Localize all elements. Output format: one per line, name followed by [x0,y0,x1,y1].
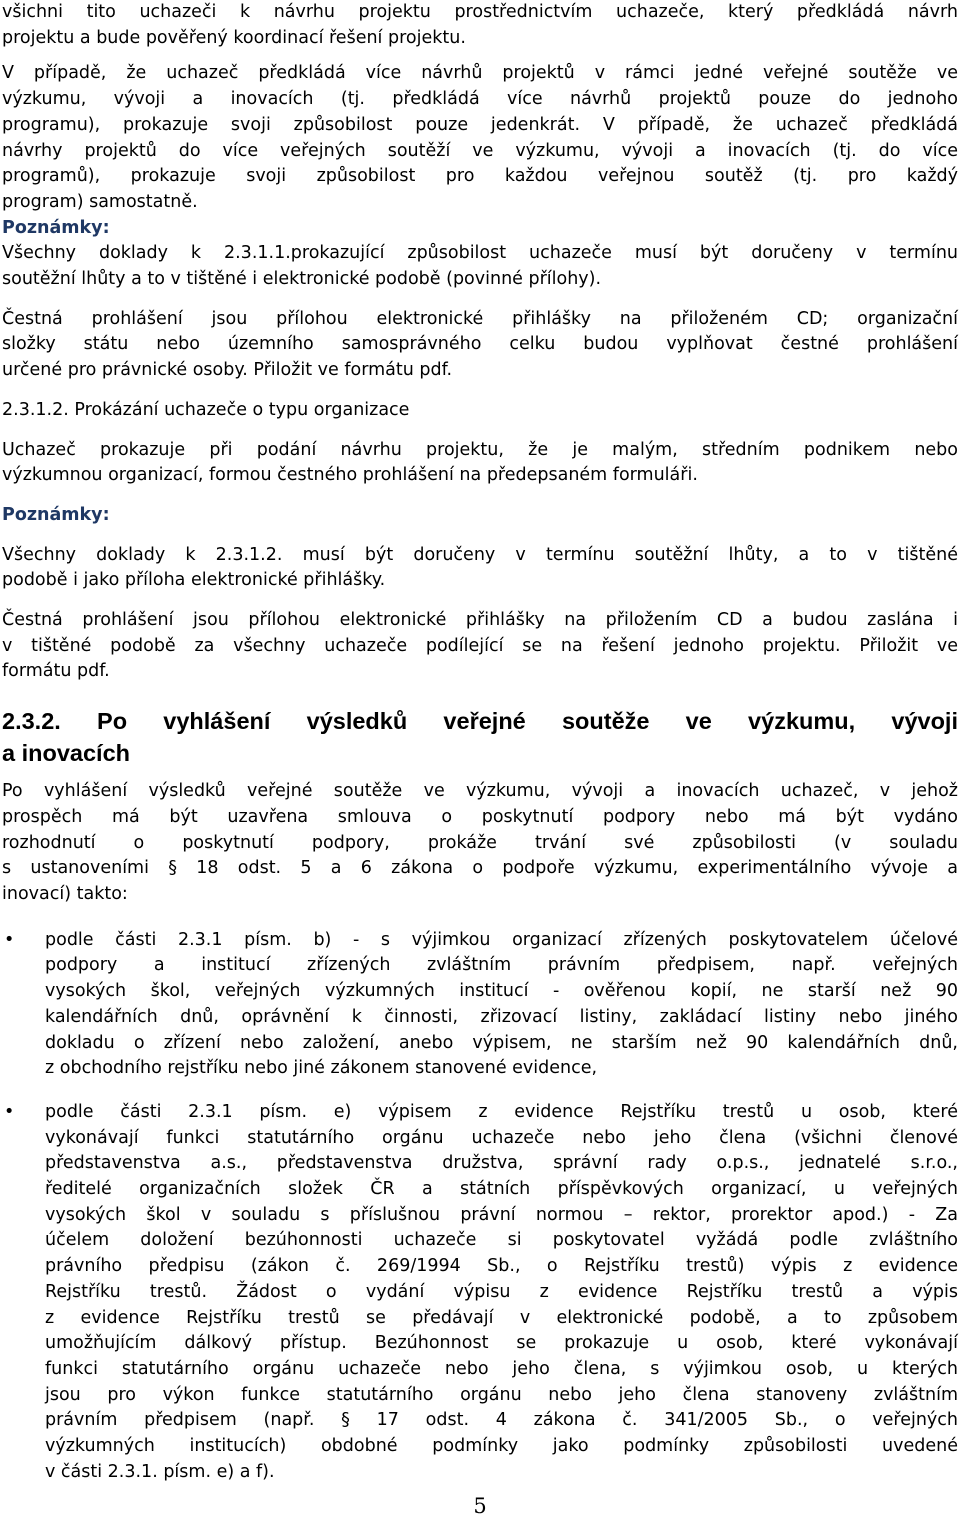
text-line: prospěch má být uzavřena smlouva o poskytnutí podpory nebo má být vydáno [2,806,958,827]
text-line: programů), prokazuje svoji způsobilost pro každou veřejnou soutěž (tj. pro každý [2,166,958,187]
text-line: s ustanoveními § 18 odst. 5 a 6 zákona o podpoře výzkumu, experimentálního vývoje a [2,858,958,879]
text-line: podle části 2.3.1 písm. e) výpisem z evidence Rejstříku trestů u osob, které [45,1101,958,1122]
text-line: umožňujícím dálkový přístup. Bezúhonnost se prokazuje u osob, které vykonávají [45,1333,958,1354]
text-line: kalendářních dnů, oprávnění k činnosti, zřizovací listiny, zakládací listiny nebo jiného [45,1006,958,1027]
text-line: Čestná prohlášení jsou přílohou elektronické přihlášky na přiloženém CD; organizační [2,308,958,329]
bullet-icon: • [4,929,15,950]
declaration-paragraph-1 [2,307,958,384]
text-line: Po vyhlášení výsledků veřejné soutěže ve výzkumu, vývoji a inovacích uchazeč, v jehož [2,781,958,802]
notes-label-2 [2,503,958,529]
heading-line: a inovacích [2,739,130,766]
notes-heading: Poznámky: [2,217,110,238]
text-line: v tištěné podobě za všechny uchazeče podílející se na řešení jednoho projektu. Přiložit ve [2,635,958,656]
text-line: funkci statutárního orgánu uchazeče nebo jeho člena, s výjimkou osob, u kterých [45,1358,958,1379]
text-line: V případě, že uchazeč předkládá více návrhů projektů v rámci jedné veřejné soutěže ve [2,63,958,84]
text-line: formátu pdf. [2,661,110,682]
text-line: programu), prokazuje svoji způsobilost pouze jedenkrát. V případě, že uchazeč předkládá [2,114,958,135]
notes-heading: Poznámky: [2,504,110,525]
text-line: program) samostatně. [2,191,198,212]
list-item [2,928,958,1082]
text-line: soutěžní lhůty a to v tištěné i elektronické podobě (povinné přílohy). [2,269,602,290]
text-line: představenstva a.s., představenstva družstva, správní rady o.p.s., jednatelé s.r.o., [45,1153,958,1174]
text-line: rozhodnutí o poskytnutí podpory, prokáže trvání své způsobilosti (v souladu [2,832,958,853]
text-line: Rejstříku trestů. Žádost o vydání výpisu z evidence Rejstříku trestů a výpis [45,1281,958,1302]
heading-line: 2.3.2. Po vyhlášení výsledků veřejné soutěže ve výzkumu, vývoji [2,708,958,735]
section-2-3-2-intro [2,779,958,908]
text-line: z evidence Rejstříku trestů se předávají v elektronické podobě, a to způsobem [45,1307,958,1328]
notes-label-1 [2,216,958,242]
text-line: inovací) takto: [2,883,128,904]
text-line: účelem doložení bezúhonnosti uchazeče si poskytovatel vyžádá podle zvláštního [45,1230,958,1251]
text-line: právního předpisu (zákon č. 269/1994 Sb., o Rejstříku trestů) výpis z evidence [45,1256,958,1277]
section-2-3-1-2-heading [2,398,958,424]
list-item [2,1100,958,1486]
text-line: z obchodního rejstříku nebo jiné zákonem stanovené evidence, [45,1058,598,1079]
text-line: výzkumnou organizací, formou čestného prohlášení na předepsaném formuláři. [2,465,698,486]
text-line: podpory a institucí zřízených zvláštním právním předpisem, např. veřejných [45,955,958,976]
text-line: právním předpisem (např. § 17 odst. 4 zákona č. 341/2005 Sb., o veřejných [45,1410,958,1431]
text-line: Všechny doklady k 2.3.1.2. musí být doručeny v termínu soutěžní lhůty, a to v tištěné [2,544,958,565]
text-line: podle části 2.3.1 písm. b) - s výjimkou organizací zřízených poskytovatelem účelové [45,929,958,950]
text-line: dokladu o zřízení nebo založení, anebo výpisem, ne starším než 90 kalendářních dnů, [45,1032,958,1053]
page-number: 5 [473,1494,487,1518]
text-line: složky státu nebo územního samosprávného celku budou vyplňovat čestné prohlášení [2,334,958,355]
notes-paragraph-2 [2,543,958,594]
text-line: jsou pro výkon funkce statutárního orgánu nebo jeho člena stanoveny zvláštním [45,1384,958,1405]
text-line: Uchazeč prokazuje při podání návrhu projektu, že je malým, středním podnikem nebo [2,439,958,460]
text-line: v části 2.3.1. písm. e) a f). [45,1461,275,1482]
text-line: výzkumu, vývoji a inovacích (tj. předkládá více návrhů projektů pouze do jednoho [2,89,958,110]
text-line: ředitelé organizačních složek ČR a státních příspěvkových organizací, u veřejných [45,1179,958,1200]
notes-paragraph-1 [2,241,958,292]
text-line: návrhy projektů do více veřejných soutěží ve výzkumu, vývoji a inovacích (tj. do více [2,140,958,161]
multiple-proposals-paragraph [2,61,958,215]
text-line: všichni tito uchazeči k návrhu projektu prostřednictvím uchazeče, který předkládá návrh [2,2,958,22]
text-line: projektu a bude pověřený koordinací řešení projektu. [2,27,466,48]
section-2-3-2-heading [2,706,958,769]
section-2-3-1-2-paragraph [2,438,958,489]
requirements-list [2,928,958,1486]
declaration-paragraph-2 [2,608,958,685]
text-line: Čestná prohlášení jsou přílohou elektronické přihlášky na přiložením CD a budou zaslána i [2,610,958,631]
text-line: vysokých škol, veřejných výzkumných institucí - ověřenou kopií, ne starší než 90 [45,981,958,1002]
text-line: vysokých škol v souladu s příslušnou právní normou – rektor, prorektor apod.) - Za [45,1204,958,1225]
text-line: výzkumných institucích) obdobné podmínky jako podmínky způsobilosti uvedené [45,1436,958,1457]
bullet-icon: • [4,1101,15,1122]
text-line: 2.3.1.2. Prokázání uchazeče o typu organizace [2,399,410,420]
text-line: vykonávají funkci statutárního orgánu uchazeče nebo jeho člena (všichni členové [45,1127,958,1148]
text-line: podobě i jako příloha elektronické přihlášky. [2,570,386,591]
text-line: určené pro právnické osoby. Přiložit ve formátu pdf. [2,360,453,381]
text-line: Všechny doklady k 2.3.1.1.prokazující způsobilost uchazeče musí být doručeny v termínu [2,243,958,264]
intro-paragraph [2,0,958,51]
